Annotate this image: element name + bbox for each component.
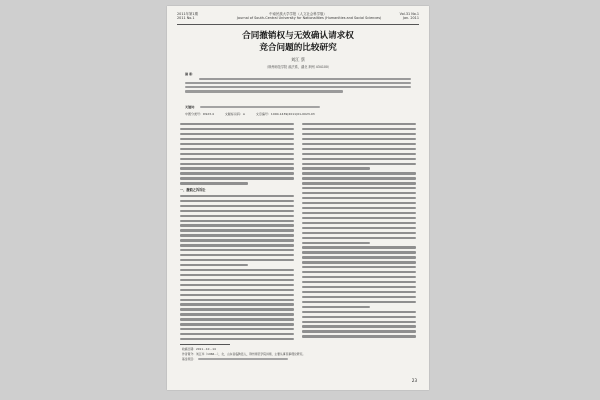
body-text-line — [180, 128, 294, 130]
body-text-line — [302, 217, 416, 219]
body-text-line — [302, 335, 416, 337]
body-text-line — [180, 244, 294, 246]
body-text-line — [302, 172, 416, 174]
body-text-line — [302, 256, 416, 258]
body-text-line — [302, 128, 416, 130]
body-text-line — [302, 133, 416, 135]
body-text-line — [180, 239, 294, 241]
body-text-line — [180, 153, 294, 155]
body-text-line — [180, 264, 248, 266]
keywords-text — [200, 106, 320, 108]
body-text-line — [180, 220, 294, 222]
section-heading-line: 一、撤销之诉诉讼 — [180, 188, 206, 193]
body-text-line — [180, 318, 294, 320]
body-text-line — [180, 158, 294, 160]
author-affiliation: （荆州师范学院 政法系，湖北 荆州 434100） — [264, 65, 332, 69]
body-text-line — [302, 306, 370, 308]
body-text-line — [302, 330, 416, 332]
body-text-line — [180, 289, 294, 291]
body-text-line — [180, 249, 294, 251]
abstract-text-line — [185, 86, 411, 89]
body-text-line — [302, 227, 416, 229]
header-left-issue: 2011年第1期 2011 No.1 — [177, 12, 198, 21]
body-text-line — [302, 311, 416, 313]
body-text-line — [180, 143, 294, 145]
keywords-label: 关键词： — [185, 105, 198, 109]
body-text-line — [180, 138, 294, 140]
body-text-line — [180, 274, 294, 276]
body-text-line — [302, 167, 370, 169]
body-text-line — [302, 261, 416, 263]
abstract-text-line — [185, 90, 343, 93]
body-text-line — [302, 246, 416, 248]
abstract-text-line — [185, 82, 411, 85]
body-text-line — [302, 276, 416, 278]
body-text-line — [180, 279, 294, 281]
body-text-line — [180, 259, 294, 261]
body-text-line — [302, 321, 416, 323]
abstract-label: 摘 要： — [185, 72, 196, 76]
body-text-line — [180, 177, 294, 179]
body-text-line — [302, 232, 416, 234]
abstract-block — [185, 72, 411, 94]
body-text-line — [180, 123, 294, 125]
body-text-line — [302, 197, 416, 199]
body-text-line — [302, 212, 416, 214]
body-text-line — [180, 205, 294, 207]
footnote-fund-text — [198, 358, 288, 360]
body-text-line — [180, 172, 294, 174]
title-line-1: 合同撤销权与无效确认请求权 — [242, 31, 354, 41]
body-text-line — [180, 195, 294, 197]
footnote-fund — [182, 357, 414, 361]
author-name: 刘江 蔡 — [291, 57, 305, 62]
body-text-line — [180, 215, 294, 217]
abstract-text-line — [199, 78, 411, 81]
body-text-line — [180, 323, 294, 325]
body-text-line — [180, 210, 294, 212]
body-text-line — [302, 251, 416, 253]
body-text-line — [180, 294, 294, 296]
document-code: 文献标识码：A — [224, 112, 245, 116]
body-text-line — [180, 234, 294, 236]
body-text-line — [302, 123, 416, 125]
body-column-left — [180, 123, 294, 343]
body-text-line — [180, 167, 294, 169]
body-text-line — [302, 192, 416, 194]
body-text-line — [180, 133, 294, 135]
body-text-line — [302, 177, 416, 179]
body-text-line — [302, 187, 416, 189]
body-text-line — [180, 224, 294, 226]
article-number: 文章编号：1000-1439(2011)01-0023-03 — [255, 112, 315, 116]
body-text-line — [302, 301, 416, 303]
header-journal-name: 中南民族大学学报（人文社会科学版） Journal of South-Central University for Nationalities (Humanities and Social Sciences) — [237, 12, 382, 21]
body-text-line — [180, 229, 294, 231]
body-column-right — [302, 123, 416, 340]
body-text-line — [180, 163, 294, 165]
body-text-line — [302, 237, 416, 239]
body-text-line — [302, 325, 416, 327]
classification-codes — [185, 112, 411, 116]
body-text-line — [302, 291, 416, 293]
body-text-line — [302, 202, 416, 204]
keywords-row — [185, 105, 411, 109]
page-number: 23 — [411, 378, 417, 383]
body-text-line — [302, 286, 416, 288]
body-text-line — [302, 182, 416, 184]
body-text-line — [180, 338, 294, 340]
body-text-line — [180, 254, 294, 256]
body-text-line — [302, 271, 416, 273]
footnote-fund-label: 基金项目： — [182, 357, 196, 361]
body-text-line — [302, 266, 416, 268]
body-text-line — [302, 222, 416, 224]
body-text-line — [180, 333, 294, 335]
footnote-rule — [180, 344, 230, 345]
body-text-line — [302, 296, 416, 298]
body-text-line — [302, 281, 416, 283]
body-text-line — [302, 138, 416, 140]
body-text-line — [180, 182, 248, 184]
body-text-line — [180, 328, 294, 330]
footnote-author-bio — [182, 352, 414, 356]
running-header — [177, 12, 419, 25]
body-text-line — [180, 303, 294, 305]
body-text-line — [180, 269, 294, 271]
clc-number: 中图分类号：D923.4 — [185, 112, 214, 116]
footnote-author-bio-text: 作者简介：刘江华（1966－），女，山东省临朐县人，荆州师范学院讲师，主要从事民事理论研究。 — [182, 352, 306, 356]
body-text-line — [302, 148, 416, 150]
body-text-line — [180, 308, 294, 310]
body-text-line — [180, 200, 294, 202]
body-text-line — [302, 163, 416, 165]
body-text-line — [302, 143, 416, 145]
body-text-line — [180, 284, 294, 286]
body-text-line — [180, 313, 294, 315]
title-line-2: 竞合问题的比较研究 — [259, 43, 337, 53]
body-text-line — [302, 242, 370, 244]
body-text-line — [180, 148, 294, 150]
header-volume: Vol.31 No.1 Jan. 2011 — [399, 12, 419, 21]
body-text-line — [302, 153, 416, 155]
body-text-line — [302, 316, 416, 318]
body-text-line — [302, 207, 416, 209]
journal-page — [167, 6, 429, 390]
body-text-line — [302, 158, 416, 160]
article-title — [187, 30, 409, 54]
footnote-received: 收稿日期：2011－10－14 — [182, 347, 216, 351]
body-text-line — [180, 299, 294, 301]
